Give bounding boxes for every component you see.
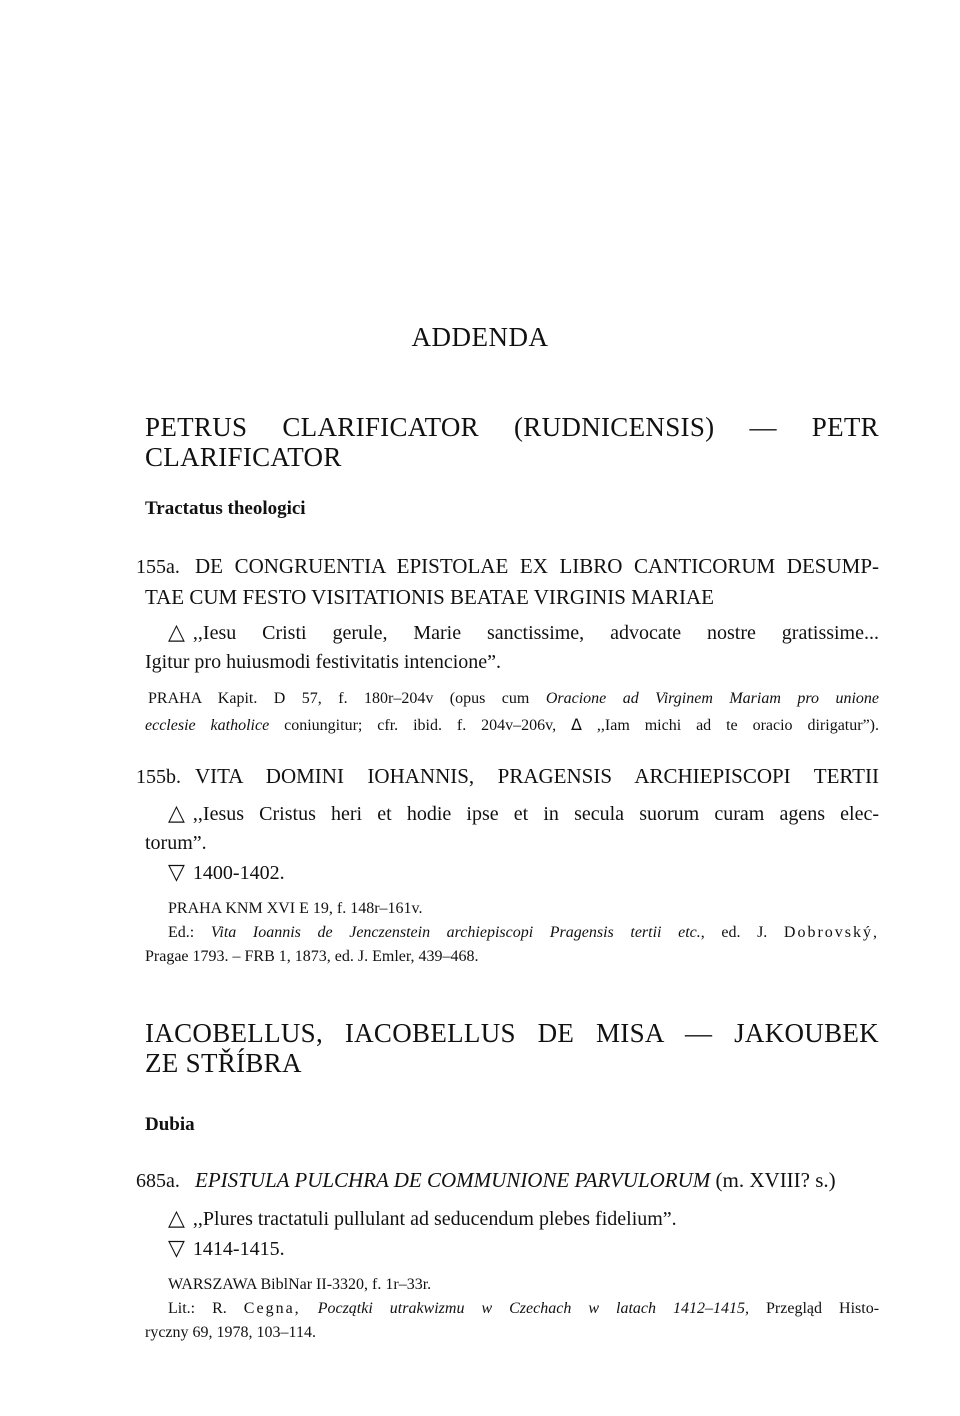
entry-number: 155b. [136,766,181,788]
incipit-line: Igitur pro huiusmodi festivitatis intencione”. [145,651,502,673]
literature-work-title: Początki utrakwizmu w Czechach w latach 1412–1415, [317,1300,750,1317]
author-heading-line: IACOBELLUS, IACOBELLUS DE MISA — JAKOUBEK [145,1018,879,1048]
author-heading-line: PETRUS CLARIFICATOR (RUDNICENSIS) — PETR [145,412,879,442]
date-triangle-icon: ▽ [168,860,185,885]
incipit-text: ,,Iesus Cristus heri et hodie ipse et in secula suorum curam agens elec- [192,803,879,825]
edition-text: , ed. J. [700,924,784,941]
edition-text: Ed.: [168,924,211,941]
manuscript-line: WARSZAWA BiblNar II-3320, f. 1r–33r. [168,1276,432,1293]
edition-work-title: Vita Ioannis de Jenczenstein archiepiscopi Pragensis tertii etc. [210,924,701,941]
manuscript-line [145,714,879,737]
edition-editor: Dobrovský, [783,924,880,941]
date-text: 1414-1415. [192,1238,285,1260]
category-heading: Dubia [145,1114,195,1135]
date-line [168,1235,902,1263]
entry-title-italic: EPISTULA PULCHRA DE COMMUNIONE PARVULORUM [195,1168,711,1192]
incipit-triangle-icon: △ [168,620,185,645]
date-line [168,859,902,887]
entry-title-line: DE CONGRUENTIA EPISTOLAE EX LIBRO CANTICORUM DESUMP- [195,554,879,578]
literature-text [301,1300,318,1317]
incipit-triangle-icon: △ [168,801,185,826]
date-triangle-icon: ▽ [168,1236,185,1261]
incipit-line [168,619,879,647]
incipit-triangle-icon: △ [168,1206,185,1231]
incipit-line [168,1205,902,1233]
author-heading-line: CLARIFICATOR [145,442,342,472]
literature-text: Przegląd Histo- [749,1300,880,1317]
literature-line: ryczny 69, 1978, 103–114. [145,1324,316,1341]
literature-line [168,1298,879,1320]
manuscript-line: PRAHA KNM XVI E 19, f. 148r–161v. [168,900,423,917]
literature-text: Lit.: R. [168,1300,244,1317]
manuscript-work-title: Oracione ad Virginem Mariam pro unione [545,690,879,707]
incipit-text: ,,Iesu Cristi gerule, Marie sanctissime, advocate nostre gratissime... [192,622,879,644]
author-heading-iacobellus [145,1018,879,1078]
entry-number: 155a. [136,556,180,578]
section-title: ADDENDA [411,322,549,352]
author-heading-line: ZE STŘÍBRA [145,1048,302,1078]
manuscript-text: coniungitur; cfr. ibid. f. 204v–206v, [269,717,572,734]
date-text: 1400-1402. [192,862,285,884]
incipit-text: ,,Plures tractatuli pullulant ad seducendum plebes fidelium”. [192,1208,677,1230]
entry-title-line: TAE CUM FESTO VISITATIONIS BEATAE VIRGINIS MARIAE [145,585,714,609]
incipit-line [168,800,879,828]
edition-line: Pragae 1793. – FRB 1, 1873, ed. J. Emler, 439–468. [145,948,479,965]
edition-line [168,922,879,944]
manuscript-text: ,,Iam michi ad te oracio dirigatur”). [581,717,880,734]
incipit-triangle-icon: Δ [571,715,582,734]
category-heading: Tractatus theologici [145,498,306,519]
manuscript-work-title: ecclesie katholice [145,717,270,734]
entry-number: 685a. [136,1170,180,1192]
literature-author: Cegna, [243,1300,301,1317]
author-heading-petrus [145,412,879,472]
manuscript-line [148,688,879,710]
incipit-line: torum”. [145,832,207,854]
entry-title-line: VITA DOMINI IOHANNIS, PRAGENSIS ARCHIEPISCOPI TERTII [195,764,879,788]
manuscript-text: PRAHA Kapit. D 57, f. 180r–204v (opus cum [148,690,546,707]
entry-title-rest: (m. XVIII? s.) [710,1168,836,1192]
entry-title-line [195,1166,879,1194]
